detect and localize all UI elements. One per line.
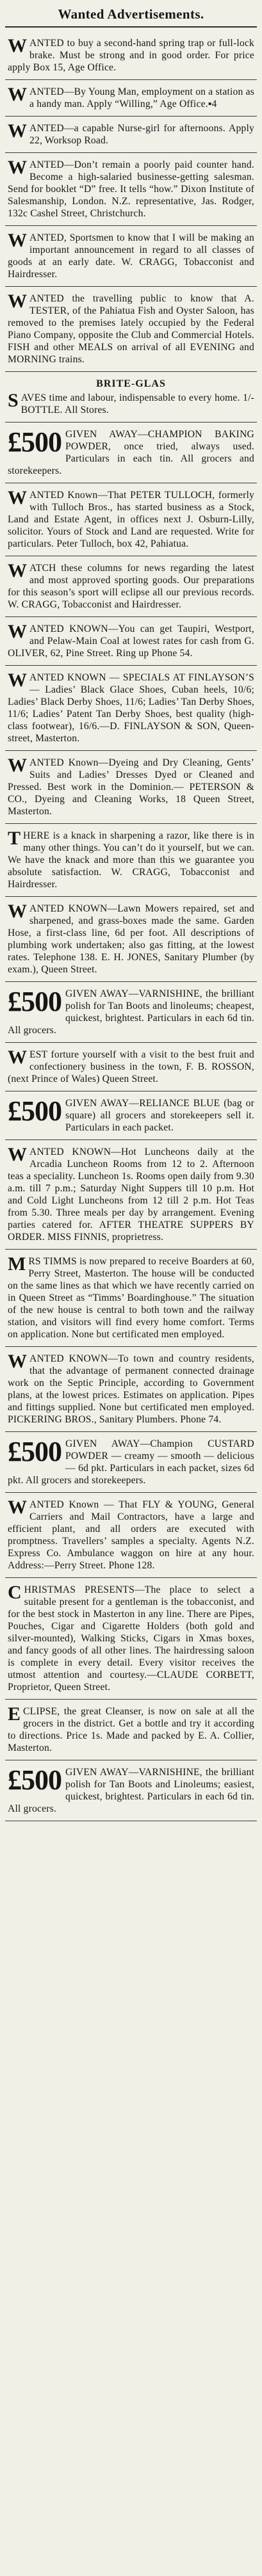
ad-body-text: ANTED—By Young Man, employment on a station as a handy man. Apply “Willing,” Age Office.▪4 (29, 86, 254, 109)
ad-prize-amount: £500 (8, 1764, 61, 1796)
ad-drop-cap: W (8, 487, 27, 508)
ad-body-text: GIVEN AWAY—VARNISHINE, the brilliant polish for Tan Boots and Linoleums; easiest, quickest, brightest. Particulars in each 6d tin. All grocers. (8, 1767, 254, 1814)
ad-prize-amount: £500 (8, 1095, 61, 1127)
advertisement (5, 1347, 257, 1432)
advertisement (5, 556, 257, 617)
ad-drop-cap: W (8, 1047, 27, 1068)
ad-body-text: GIVEN AWAY—VARNISHINE, the brilliant polish for Tan Boots and linoleums; cheapest, quickest, brightest. Particulars in each 6d tin. All grocers. (8, 988, 254, 1036)
ad-body-text: GIVEN AWAY—CHAMPION BAKING POWDER, once tried, always used. Particulars in each tin. All grocers and storekeepers. (8, 429, 254, 476)
ad-prize-amount: £500 (8, 986, 61, 1017)
advertisement (5, 897, 257, 982)
ad-drop-cap: T (8, 828, 21, 849)
advertisement (5, 226, 257, 287)
ad-drop-cap: W (8, 291, 27, 312)
ads-list (5, 31, 257, 1821)
advertisement (5, 824, 257, 897)
ad-body-text: ANTED KNOWN—Lawn Mowers repaired, set and sharpened, and grass-boxes made the same. Garden Hose, a first-class line, 6d per foot. All descriptions of plumbing work undertaken; also gas fitting, at the lowest rates. Telephone 138. E. H. JONES, Sanitary Plumber (by exam.), Queen Street. (8, 903, 254, 975)
ad-drop-cap: E (8, 1703, 21, 1725)
ad-drop-cap: S (8, 390, 19, 411)
advertisement (5, 1250, 257, 1347)
advertisement (5, 423, 257, 483)
advertisement (5, 287, 257, 372)
ad-body-text: HRISTMAS PRESENTS—The place to select a suitable present for a gentleman is the tobacconist, and for the best stock in Masterton in any line. There are Pipes, Pouches, Cigar and Cigarette Holders (both gold and silver-mounted), Walking Sticks, Cigars in Xmas boxes, and fancy goods of all other lines. The hairdressing saloon is complete in every detail. Every visitor receives the utmost attention and courtesy.—CLAUDE CORBETT, Proprietor, Queen Street. (8, 1584, 254, 1693)
ad-drop-cap: W (8, 560, 27, 581)
header-rule (5, 26, 257, 28)
ad-drop-cap: W (8, 1351, 27, 1372)
ad-drop-cap: W (8, 84, 27, 105)
advertisement (5, 1043, 257, 1091)
ad-body-text: ANTED the travelling public to know that A. TESTER, of the Pahiatua Fish and Oyster Saloon, has removed to the premises lately occupied by the Federal Piano Company, opposite the Club and Commercial Hotels. FISH and other MEALS on arrival of all EVENING and MORNING trains. (8, 293, 254, 365)
advertisement (5, 1760, 257, 1821)
ad-body-text: ANTED KNOWN—Hot Luncheons daily at the Arcadia Luncheon Rooms from 12 to 2. Afternoon teas a speciality. Luncheon 1s. Rooms open daily from 9.30 a.m. till 7 p.m.; Saturday Night Suppers till 10 p.m. Hot and Cold Light Luncheons from 12 till 2 p.m. Hot Teas from 5.30. Three meals per day by arrangement. Evening parties catered for. AFTER THEATRE SUPPERS BY ORDER. MISS FINNIS, proprietress. (8, 1147, 254, 1243)
ad-body-text: ANTED, Sportsmen to know that I will be making an important announcement in regard to all classes of goods at an early date. W. CRAGG, Tobacconist and Hairdresser. (8, 232, 254, 280)
ad-drop-cap: W (8, 157, 27, 178)
ad-body-text: RS TIMMS is now prepared to receive Boarders at 60, Perry Street, Masterton. The house will be conducted on the same lines as that which we have recently carried on in Queen Street as “Timms’ Boardinghouse.” The situation of the new house is central to both town and the railway station, and visitors will find every home comfort. Terms on application. None but certificated men employed. (8, 1256, 254, 1340)
ad-body-text: ANTED to buy a second-hand spring trap or full-lock brake. Must be strong and in good order. For price apply Box 15, Age Office. (8, 38, 254, 73)
advertisement (5, 31, 257, 80)
ad-body-text: ATCH these columns for news regarding the latest and most approved sporting goods. Our preparations for this season’s sport will eclipse all our previous records. W. CRAGG, Tobacconist and Hairdresser. (8, 563, 254, 610)
advertisement (5, 617, 257, 666)
ad-body-text: ANTED Known—That PETER TULLOCH, formerly with Tulloch Bros., has started business as a Stock, Land and Estate Agent, in offices next J. Osburn-Lilly, solicitor. Yours of Stock and Land are requested. Write for particulars. Peter Tulloch, box 42, Pahiatua. (8, 490, 254, 549)
advertisement (5, 666, 257, 751)
advertisement (5, 483, 257, 556)
advertisement (5, 1091, 257, 1140)
ad-body-text: HERE is a knack in sharpening a razor, like there is in many other things. You can’t do it yourself, but we can. We have the knack and more than this we guarantee you absolute satisfaction. W. CRAGG, Tobacconist and Hairdresser. (8, 830, 254, 890)
advertisement (5, 1140, 257, 1250)
ad-body-text: ANTED KNOWN—To town and country residents, that the advantage of permanent connected drainage work on the Septic Principle, according to Government plans, at the lowest prices. Estimates on application. Pipes and fittings supplied. None but certificated men employed. PICKERING BROS., Sanitary Plumbers. Phone 74. (8, 1353, 254, 1425)
advertisement (5, 982, 257, 1043)
ad-body-text: GIVEN AWAY—RELIANCE BLUE (bag or square) all grocers and storekeepers sell it. Particulars in each packet. (65, 1098, 254, 1133)
advertisement (5, 1578, 257, 1700)
ad-body-text: GIVEN AWAY—Champion CUSTARD POWDER — creamy — smooth — delicious — 6d pkt. Particulars in each packet, sizes 6d pkt. All grocers and storekeepers. (8, 1438, 254, 1486)
ad-heading: BRITE-GLAS (96, 378, 166, 389)
ad-prize-amount: £500 (8, 1436, 61, 1467)
ad-drop-cap: W (8, 755, 27, 776)
ad-drop-cap: W (8, 621, 27, 642)
ad-prize-amount: £500 (8, 426, 61, 458)
advertisement (5, 80, 257, 117)
advertisement (5, 751, 257, 824)
advertisement (5, 372, 257, 423)
ad-body-text: EST forture yourself with a visit to the best fruit and confectionery business in the town, F. B. ROSSON, (next Prince of Wales) Queen Street. (8, 1049, 254, 1084)
ad-drop-cap: W (8, 35, 27, 56)
advertisement (5, 153, 257, 226)
advertisement (5, 1432, 257, 1493)
ad-drop-cap: W (8, 230, 27, 251)
ad-body-text: ANTED KNOWN—You can get Taupiri, Westport, and Pelaw-Main Coal at lowest rates for cash from G. OLIVER, 62, Pine Street. Ring up Phone 54. (8, 624, 254, 659)
section-title: Wanted Advertisements. (58, 6, 204, 22)
ad-body-text: ANTED KNOWN — SPECIALS AT FINLAYSON’S — Ladies’ Black Glace Shoes, Cuban heels, 10/6; Ladies’ Black Derby Shoes, 11/6; Ladies’ Tan Derby Shoes, 11/6; Ladies’ Patent Tan Derby Shoes, best quality (high-class footwear), 16/6.—D. FINLAYSON & SON, Queen-street, Masterton. (8, 672, 254, 744)
ad-body-text: AVES time and labour, indispensable to every home. 1/- BOTTLE. All Stores. (20, 392, 254, 415)
ad-drop-cap: W (8, 120, 27, 141)
advertisement (5, 1700, 257, 1760)
ad-drop-cap: W (8, 1497, 27, 1518)
ad-body-text: ANTED—a capable Nurse-girl for afternoons. Apply 22, Worksop Road. (29, 123, 254, 146)
ad-body-text: ANTED Known—Dyeing and Dry Cleaning, Gents’ Suits and Ladies’ Dresses Dyed or Cleaned and Pressed. Best work in the Dominion.— PETERSON & CO., Dyeing and Cleaning Works, 18 Queen Street, Masterton. (8, 757, 254, 817)
ad-drop-cap: W (8, 901, 27, 922)
ad-drop-cap: M (8, 1253, 26, 1275)
ad-drop-cap: C (8, 1582, 22, 1603)
ad-body-text: CLIPSE, the great Cleanser, is now on sale at all the grocers in the district. Get a bottle and try it according to directions. Price 1s. Made and packed by E. A. Collier, Masterton. (8, 1706, 254, 1753)
ad-drop-cap: W (8, 1144, 27, 1165)
ad-body-text: ANTED—Don’t remain a poorly paid counter hand. Become a high-salaried businesse-getting salesman. Send for booklet “D” free. It tells “how.” Dixon Institute of Salesmanship, London. N.Z. representative, Jas. Rodger, 132c Cashel Street, Christchurch. (8, 159, 254, 219)
ad-drop-cap: W (8, 670, 27, 691)
advertisement (5, 1493, 257, 1578)
ad-body-text: ANTED Known — That FLY & YOUNG, General Carriers and Mail Contractors, have a large and efficient plant, and all orders are executed with promptness. Travellers’ samples a specialty. Agents N.Z. Express Co. Ambulance waggon on hire at any hour. Address:—Perry Street. Phone 128. (8, 1499, 254, 1571)
advertisement (5, 117, 257, 153)
